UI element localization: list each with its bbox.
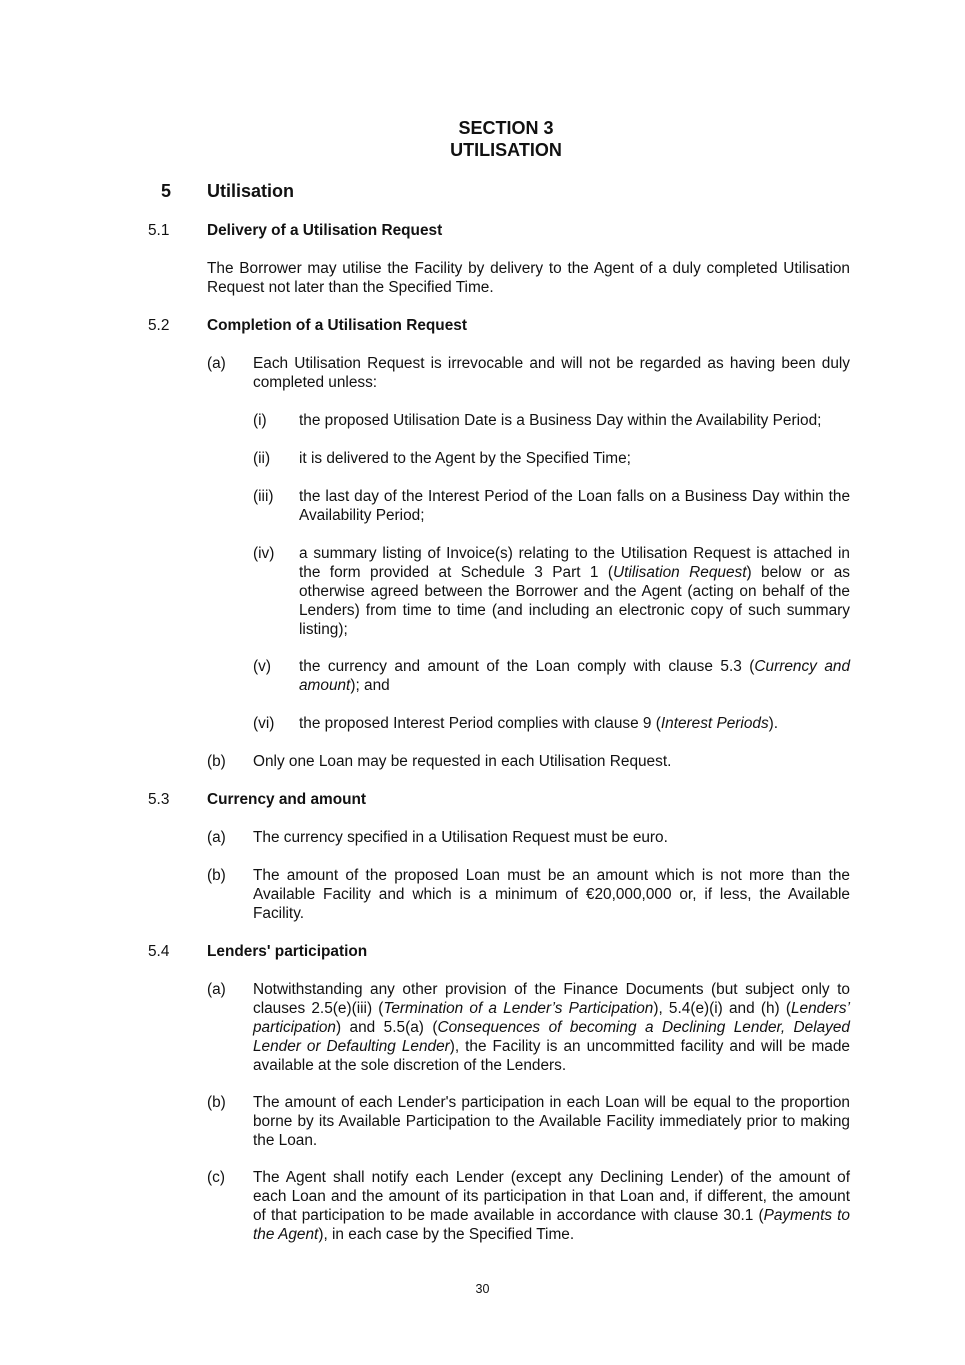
clause-title: Utilisation: [207, 181, 295, 201]
subclause-5-1-title: Delivery of a Utilisation Request: [207, 222, 443, 239]
subitem-text: a summary listing of Invoice(s) relating to the Utilisation Request is attached in the form provided at Schedule 3 Part 1 (Utilisation Request) below or as otherwise agreed between the Borrower and the Agent (acting on behalf of the Lenders) from time to time (and including an electronic copy of such summary listing);: [299, 545, 851, 638]
subclause-5-2-number: 5.2: [148, 317, 170, 334]
page-number: 30: [475, 1282, 490, 1296]
item-text: The amount of the proposed Loan must be an amount which is not more than the Available Facility and which is a minimum of €20,000,000 or, if less, the Available Facility.: [253, 867, 850, 922]
item-label: (c): [207, 1169, 225, 1186]
clause-number: 5: [161, 181, 172, 201]
subitem-label: (i): [253, 412, 267, 429]
section-heading: [0, 117, 965, 161]
item-label: (b): [207, 753, 226, 770]
item-text: The currency specified in a Utilisation Request must be euro.: [253, 829, 668, 846]
subclause-5-4-number: 5.4: [148, 943, 170, 960]
subitem-text: the currency and amount of the Loan comply with clause 5.3 (Currency and amount); and: [299, 658, 851, 694]
subclause-5-1-number: 5.1: [148, 222, 170, 239]
subitem-text: it is delivered to the Agent by the Specified Time;: [299, 450, 631, 467]
subitem-label: (iii): [253, 488, 274, 505]
subitem-label: (iv): [253, 545, 275, 562]
item-text: The amount of each Lender's participation in each Loan will be equal to the proportion borne by its Available Participation to the Available Facility immediately prior to making the Loan.: [253, 1094, 850, 1149]
subitem-label: (v): [253, 658, 271, 675]
item-label: (a): [207, 981, 226, 998]
subclause-5-3-title: Currency and amount: [207, 791, 367, 808]
section-name: UTILISATION: [450, 140, 562, 160]
item-text: Only one Loan may be requested in each Utilisation Request.: [253, 753, 672, 770]
item-label: (b): [207, 1094, 226, 1111]
subitem-text: the proposed Interest Period complies with clause 9 (Interest Periods).: [299, 715, 779, 732]
item-text: The Agent shall notify each Lender (except any Declining Lender) of the amount of each Loan and the amount of its participation in that Loan and, if different, the amount of that participation to be made available in accordance with clause 30.1 (Payments to the Agent), in each case by the Specified Time.: [253, 1169, 850, 1243]
subitem-text: the last day of the Interest Period of the Loan falls on a Business Day within the Availability Period;: [299, 488, 850, 524]
clause-heading: [161, 180, 295, 202]
item-label: (b): [207, 867, 226, 884]
subclause-5-1-text: The Borrower may utilise the Facility by delivery to the Agent of a duly completed Utilisation Request not later than the Specified Time.: [207, 260, 850, 296]
subitem-text: the proposed Utilisation Date is a Business Day within the Availability Period;: [299, 412, 822, 429]
section-number: SECTION 3: [458, 118, 554, 138]
item-label: (a): [207, 829, 226, 846]
item-label: (a): [207, 355, 226, 372]
subclause-5-2-title: Completion of a Utilisation Request: [207, 317, 467, 334]
subclause-5-3-number: 5.3: [148, 791, 170, 808]
subitem-label: (ii): [253, 450, 271, 467]
item-text: Notwithstanding any other provision of the Finance Documents (but subject only to clauses 2.5(e)(iii) (Termination of a Lender’s Participation), 5.4(e)(i) and (h) (Lenders’ participation) and 5.5(a) (Consequences of becoming a Declining Lender, Delayed Lender or Defaulting Lender), the Facility is an uncommitted facility and will be made available at the sole discretion of the Lenders.: [253, 981, 851, 1074]
subclause-5-4-title: Lenders' participation: [207, 943, 368, 960]
item-text: Each Utilisation Request is irrevocable and will not be regarded as having been duly completed unless:: [253, 355, 850, 391]
subitem-label: (vi): [253, 715, 275, 732]
